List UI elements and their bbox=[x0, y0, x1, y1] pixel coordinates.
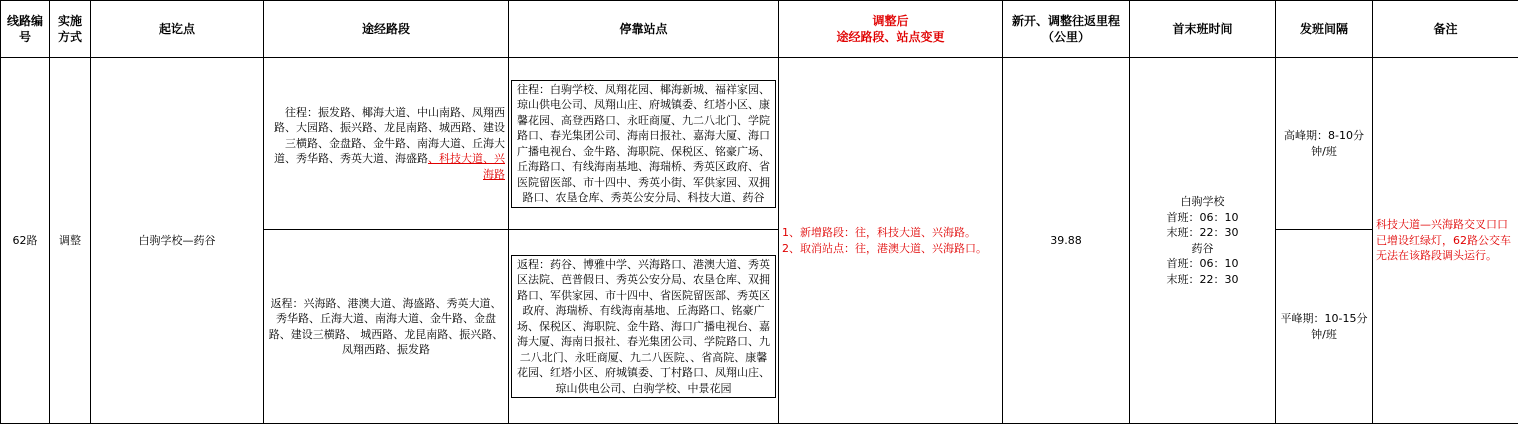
first-last-cell bbox=[1130, 58, 1276, 424]
remark-cell: 科技大道—兴海路交叉口口已增设红绿灯，62路公交车无法在该路段调头运行。 bbox=[1373, 58, 1518, 424]
header-stops: 停靠站点 bbox=[509, 1, 779, 58]
header-route-no: 线路编号 bbox=[1, 1, 50, 58]
via-return-cell: 返程：兴海路、港澳大道、海盛路、秀英大道、 秀华路、丘海大道、南海大道、金牛路、金盘路、建设三横路、 城西路、龙昆南路、振兴路、凤翔西路、振发路 bbox=[264, 230, 509, 424]
data-row-outbound bbox=[1, 58, 1518, 230]
header-terminals: 起讫点 bbox=[91, 1, 264, 58]
header-adjusted bbox=[779, 1, 1003, 58]
stops-outbound-box: 往程：白驹学校、凤翔花园、椰海新城、福祥家园、琼山供电公司、凤翔山庄、府城镇委、红塔小区、康馨花园、高登西路口、永旺商厦、九二八北门、学院路口、春光集团公司、海南日报社、嘉海大厦、海口广播电视台、金牛路、海职院、保税区、铭豪广场、丘海路口、有线海南基地、海瑞桥、秀英区政府、省医院留医部、市十四中、秀英小街、军供家园、双拥路口、农垦仓库、秀英公安分局、科技大道、药谷 bbox=[511, 80, 776, 208]
header-row bbox=[1, 1, 1518, 58]
terminal-a-last: 末班：22：30 bbox=[1133, 225, 1272, 241]
route-no-cell: 62路 bbox=[1, 58, 50, 424]
header-via-roads: 途经路段 bbox=[264, 1, 509, 58]
terminal-a-first: 首班：06：10 bbox=[1133, 210, 1272, 226]
via-outbound-new-roads: 、科技大道、兴海路 bbox=[428, 152, 505, 181]
terminals-cell: 白驹学校—药谷 bbox=[91, 58, 264, 424]
header-adjusted-line1: 调整后 bbox=[782, 13, 999, 29]
interval-peak-cell: 高峰期：8-10分钟/班 bbox=[1276, 58, 1373, 230]
stops-return-cell bbox=[509, 230, 779, 424]
mileage-cell: 39.88 bbox=[1003, 58, 1130, 424]
interval-flat-cell: 平峰期：10-15分钟/班 bbox=[1276, 230, 1373, 424]
header-mileage: 新开、调整往返里程（公里） bbox=[1003, 1, 1130, 58]
via-outbound-cell bbox=[264, 58, 509, 230]
terminal-b-first: 首班：06：10 bbox=[1133, 256, 1272, 272]
terminal-b-name: 药谷 bbox=[1133, 241, 1272, 257]
method-cell: 调整 bbox=[50, 58, 91, 424]
header-first-last: 首末班时间 bbox=[1130, 1, 1276, 58]
header-adjusted-line2: 途经路段、站点变更 bbox=[782, 29, 999, 45]
via-outbound-text: 往程：振发路、椰海大道、中山南路、凤翔西路、大园路、振兴路、龙昆南路、城西路、建设三横路、金盘路、金牛路、南海大道、丘海大道、秀华路、秀英大道、海盛路 bbox=[274, 106, 505, 166]
change-item-2: 2、取消站点：往，港澳大道、兴海路口。 bbox=[782, 241, 999, 257]
stops-return-box: 返程：药谷、博雅中学、兴海路口、港澳大道、秀英区法院、芭普假日、秀英公安分局、农垦仓库、双拥路口、军供家园、市十四中、省医院留医部、秀英区政府、海瑞桥、有线海南基地、丘海路口、铭豪广场、保税区、海职院、金牛路、海口广播电视台、嘉海大厦、海南日报社、春光集团公司、学院路口、九二八北门、永旺商厦、九二八医院、、省高院、康馨花园、红塔小区、府城镇委、丁村路口、凤翔山庄、琼山供电公司、白驹学校、中景花园 bbox=[511, 255, 776, 399]
changes-cell bbox=[779, 58, 1003, 424]
header-interval: 发班间隔 bbox=[1276, 1, 1373, 58]
header-remark: 备注 bbox=[1373, 1, 1518, 58]
stops-outbound-cell bbox=[509, 58, 779, 230]
terminal-a-name: 白驹学校 bbox=[1133, 194, 1272, 210]
header-method: 实施方式 bbox=[50, 1, 91, 58]
change-item-1: 1、新增路段：往，科技大道、兴海路。 bbox=[782, 225, 999, 241]
terminal-b-last: 末班：22：30 bbox=[1133, 272, 1272, 288]
